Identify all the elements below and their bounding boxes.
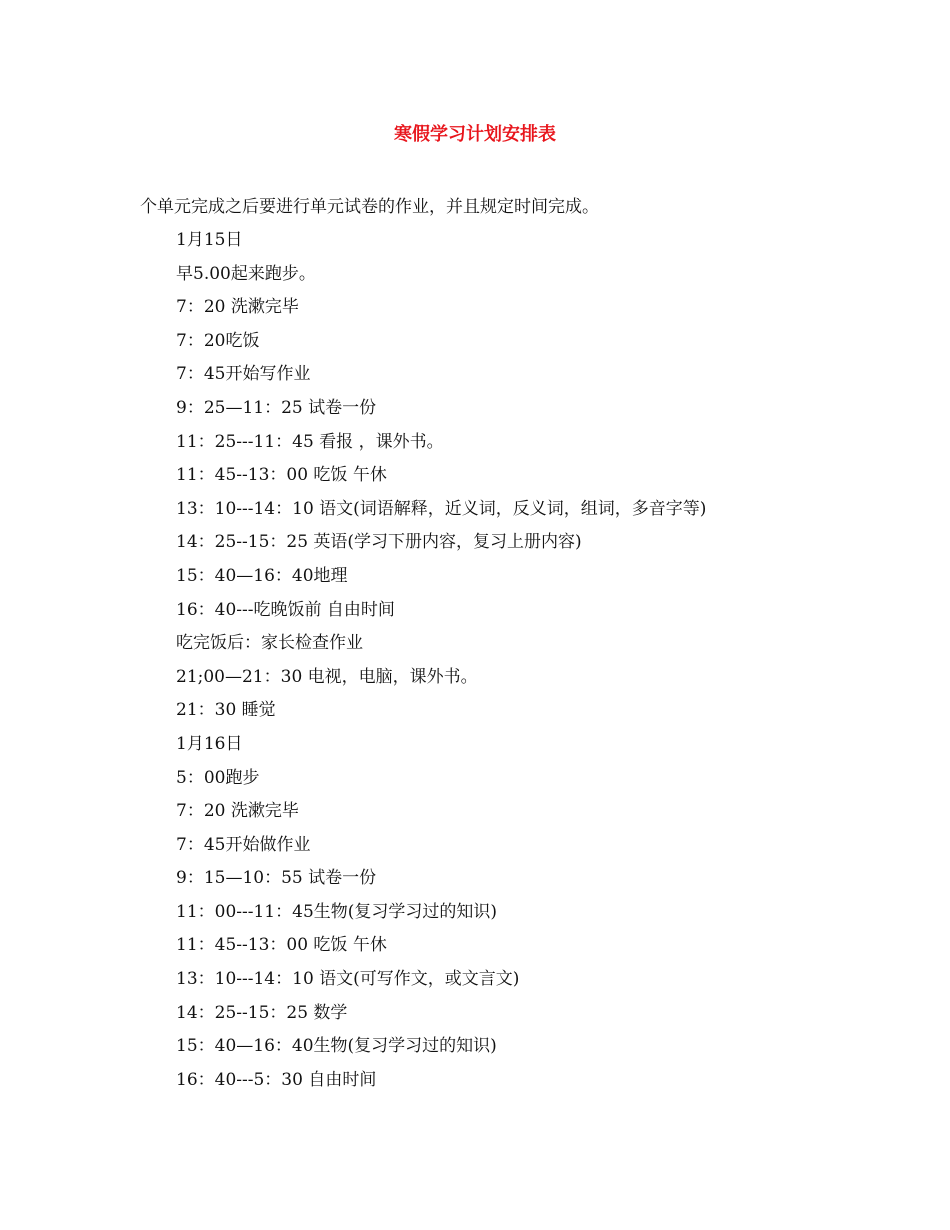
schedule-line: 21：30 睡觉 xyxy=(176,700,276,721)
schedule-line: 11：45--13：00 吃饭 午休 xyxy=(176,465,387,486)
schedule-line: 15：40—16：40地理 xyxy=(176,565,348,586)
schedule-line: 11：25---11：45 看报 ，课外书。 xyxy=(176,431,444,452)
intro-paragraph: 个单元完成之后要进行单元试卷的作业，并且规定时间完成。 xyxy=(140,197,599,217)
schedule-line: 7：45开始做作业 xyxy=(176,834,311,855)
document-title: 寒假学习计划安排表 xyxy=(394,124,556,145)
schedule-line: 16：40---5：30 自由时间 xyxy=(176,1069,377,1090)
schedule-line: 13：10---14：10 语文(词语解释，近义词，反义词，组词，多音字等) xyxy=(176,498,707,519)
schedule-line: 1月16日 xyxy=(176,733,243,754)
schedule-line: 吃完饭后：家长检查作业 xyxy=(176,633,363,654)
schedule-line: 11：00---11：45生物(复习学习过的知识) xyxy=(176,901,498,922)
schedule-line: 13：10---14：10 语文(可写作文，或文言文) xyxy=(176,969,520,990)
schedule-line: 14：25--15：25 英语(学习下册内容，复习上册内容) xyxy=(176,532,582,553)
schedule-line: 16：40---吃晚饭前 自由时间 xyxy=(176,599,395,620)
schedule-line: 15：40—16：40生物(复习学习过的知识) xyxy=(176,1036,497,1057)
schedule-line: 5：00跑步 xyxy=(176,767,260,788)
schedule-line: 21;00—21：30 电视，电脑，课外书。 xyxy=(176,666,478,687)
schedule-line: 1月15日 xyxy=(176,230,243,250)
schedule-line: 7：20 洗漱完毕 xyxy=(176,297,299,318)
schedule-line: 7：20 洗漱完毕 xyxy=(176,801,299,822)
schedule-line: 11：45--13：00 吃饭 午休 xyxy=(176,935,387,956)
schedule-line: 早5.00起来跑步。 xyxy=(176,263,316,284)
schedule-line: 7：20吃饭 xyxy=(176,330,260,351)
schedule-line: 7：45开始写作业 xyxy=(176,364,311,385)
schedule-line: 9：15—10：55 试卷一份 xyxy=(176,868,377,889)
schedule-line: 9：25—11：25 试卷一份 xyxy=(176,397,377,418)
schedule-list xyxy=(176,227,706,1100)
schedule-line: 14：25--15：25 数学 xyxy=(176,1002,348,1023)
